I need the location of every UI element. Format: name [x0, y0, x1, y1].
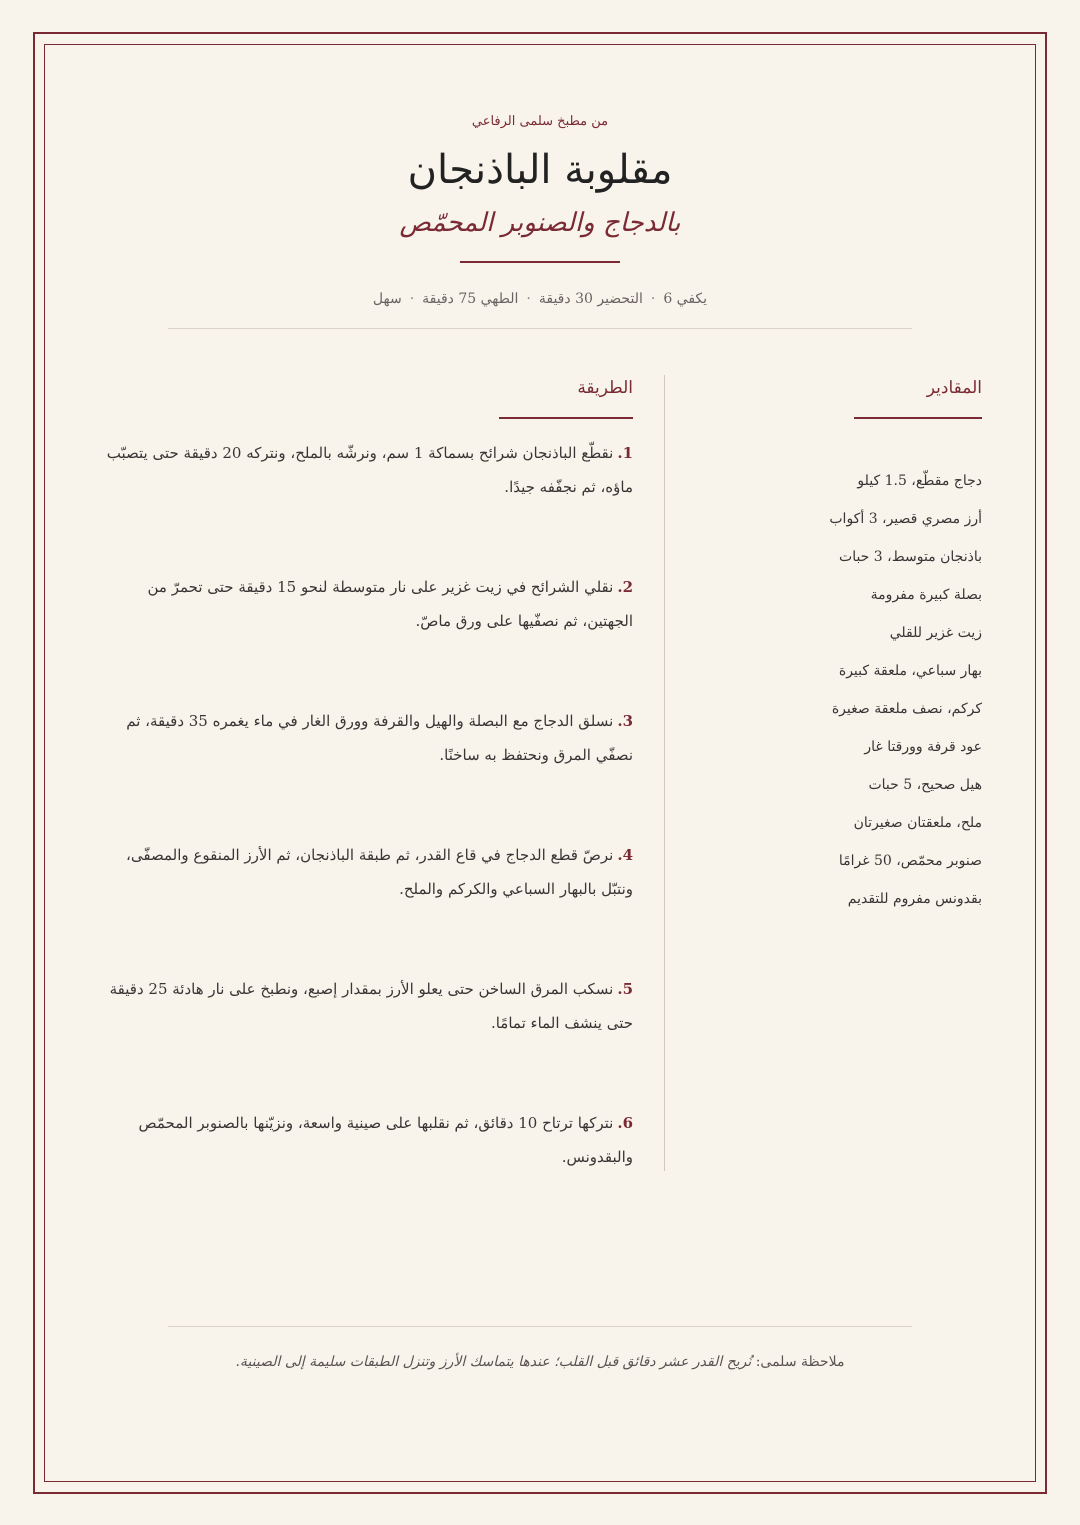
step-number: 5. [617, 980, 633, 998]
header-divider [168, 328, 912, 329]
method-heading: الطريقة [577, 378, 633, 398]
meta-prep: التحضير 30 دقيقة [538, 291, 643, 307]
ingredient-item: دجاج مقطّع، 1.5 كيلو [857, 473, 982, 489]
ingredient-item: بهار سباعي، ملعقة كبيرة [838, 663, 982, 679]
ingredient-item: بقدونس مفروم للتقديم [847, 891, 982, 907]
method-step [98, 570, 633, 704]
ingredient-item: عود قرفة وورقتا غار [864, 739, 982, 755]
meta-separator: · [409, 291, 415, 307]
ingredient-item: أرز مصري قصير، 3 أكواب [829, 511, 982, 527]
method-step [98, 972, 633, 1106]
ingredient-item: صنوبر محمّص، 50 غرامًا [838, 853, 982, 869]
cook-note [0, 1354, 1080, 1370]
meta-difficulty: سهل [372, 291, 402, 307]
method-steps [98, 436, 633, 1240]
step-text: نرصّ قطع الدجاج في قاع القدر، ثم طبقة الباذنجان، ثم الأرز المنقوع والمصفّى، ونتبّل بالبهار السباعي والكركم والملح. [126, 846, 633, 898]
note-label: ملاحظة سلمى: [755, 1354, 845, 1370]
method-step [98, 1106, 633, 1240]
method-step [98, 704, 633, 838]
meta-serves: يكفي 6 [663, 291, 708, 307]
step-number: 1. [617, 444, 633, 462]
ingredients-heading: المقادير [926, 378, 982, 398]
step-text: نسلق الدجاج مع البصلة والهيل والقرفة وورق الغار في ماء يغمره 35 دقيقة، ثم نصفّي المرق ونحتفظ به ساخنًا. [126, 712, 633, 764]
title-divider [460, 261, 620, 263]
ingredient-item: ملح، ملعقتان صغيرتان [853, 815, 982, 831]
method-step [98, 436, 633, 570]
ingredients-heading-rule [854, 417, 982, 419]
page-title: مقلوبة الباذنجان [407, 147, 673, 193]
footer-divider [168, 1326, 912, 1327]
ingredient-item: هيل صحيح، 5 حبات [868, 777, 982, 793]
kicker: من مطبخ سلمى الرفاعي [471, 114, 609, 129]
method-step [98, 838, 633, 972]
column-divider [664, 375, 665, 1171]
ingredient-item: زيت غزير للقلي [889, 625, 982, 641]
note-text: نُريح القدر عشر دقائق قبل القلب؛ عندها يتماسك الأرز وتنزل الطبقات سليمة إلى الصينية. [235, 1354, 752, 1370]
method-heading-rule [499, 417, 633, 419]
meta-cook: الطهي 75 دقيقة [422, 291, 519, 307]
step-number: 3. [617, 712, 633, 730]
meta-separator: · [650, 291, 656, 307]
page-subtitle: بالدجاج والصنوبر المحمّص [399, 208, 681, 238]
ingredient-item: كركم، نصف ملعقة صغيرة [831, 701, 982, 717]
recipe-meta [0, 291, 1080, 307]
ingredient-item: باذنجان متوسط، 3 حبات [839, 549, 982, 565]
step-text: نقطّع الباذنجان شرائح بسماكة 1 سم، ونرشّه بالملح، ونتركه 20 دقيقة حتى يتصبّب ماؤه، ثم نجفّفه جيدًا. [106, 444, 633, 496]
ingredients-list [762, 462, 982, 918]
step-number: 4. [617, 846, 633, 864]
meta-separator: · [526, 291, 531, 307]
step-number: 6. [617, 1114, 633, 1132]
step-text: نقلي الشرائح في زيت غزير على نار متوسطة لنحو 15 دقيقة حتى تحمرّ من الجهتين، ثم نصفّيها على ورق ماصّ. [147, 578, 633, 630]
step-text: نسكب المرق الساخن حتى يعلو الأرز بمقدار إصبع، ونطبخ على نار هادئة 25 دقيقة حتى ينشف الماء تمامًا. [109, 980, 633, 1032]
ingredient-item: بصلة كبيرة مفرومة [870, 587, 982, 603]
step-text: نتركها ترتاح 10 دقائق، ثم نقلبها على صينية واسعة، ونزيّنها بالصنوبر المحمّص والبقدونس. [138, 1114, 633, 1166]
step-number: 2. [617, 578, 633, 596]
